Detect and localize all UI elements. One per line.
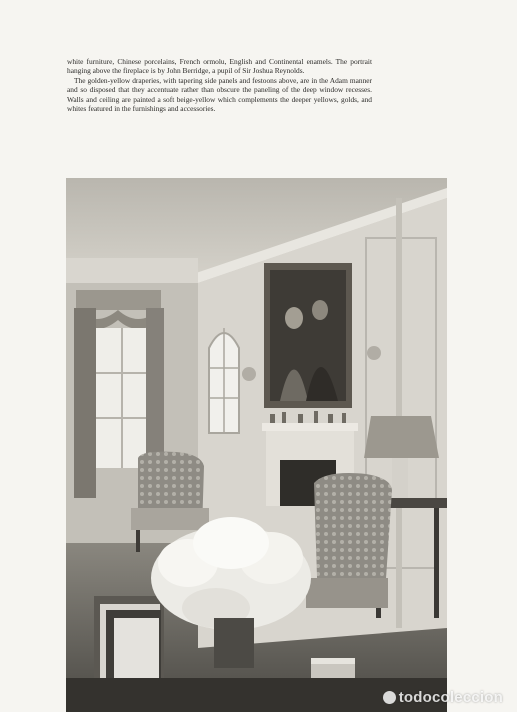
portrait-painting bbox=[270, 270, 346, 401]
interior-photograph bbox=[66, 178, 447, 712]
left-drapery-panel bbox=[74, 308, 96, 498]
paragraph-1: white furniture, Chinese porcelains, French ormolu, English and Continental enamels. The portrait hanging above the fireplace is by John Berridge, a pupil of Sir Joshua Reynolds. bbox=[67, 57, 372, 76]
left-sconce bbox=[242, 367, 256, 381]
pilaster bbox=[396, 198, 402, 628]
drapery-valance bbox=[76, 290, 161, 310]
article-text bbox=[67, 57, 372, 113]
todocoleccion-logo-icon bbox=[383, 691, 396, 704]
side-molding bbox=[66, 258, 198, 283]
paragraph-2: The golden-yellow draperies, with tapering side panels and festoons above, are in the Adam manner and so disposed that they accentuate rather than obscure the paneling of the deep window recesses. Walls and ceiling are painted a soft beige-yellow which complements the deeper yellows, golds, and whites featured in the furnishings and accessories. bbox=[67, 75, 372, 114]
mantel-shelf bbox=[262, 423, 358, 431]
watermark-text: todocoleccion bbox=[398, 689, 503, 706]
living-room-illustration bbox=[66, 178, 447, 712]
lamp-base bbox=[392, 458, 408, 498]
watermark bbox=[383, 689, 503, 706]
right-sconce bbox=[367, 346, 381, 360]
lamp-shade bbox=[364, 416, 439, 458]
